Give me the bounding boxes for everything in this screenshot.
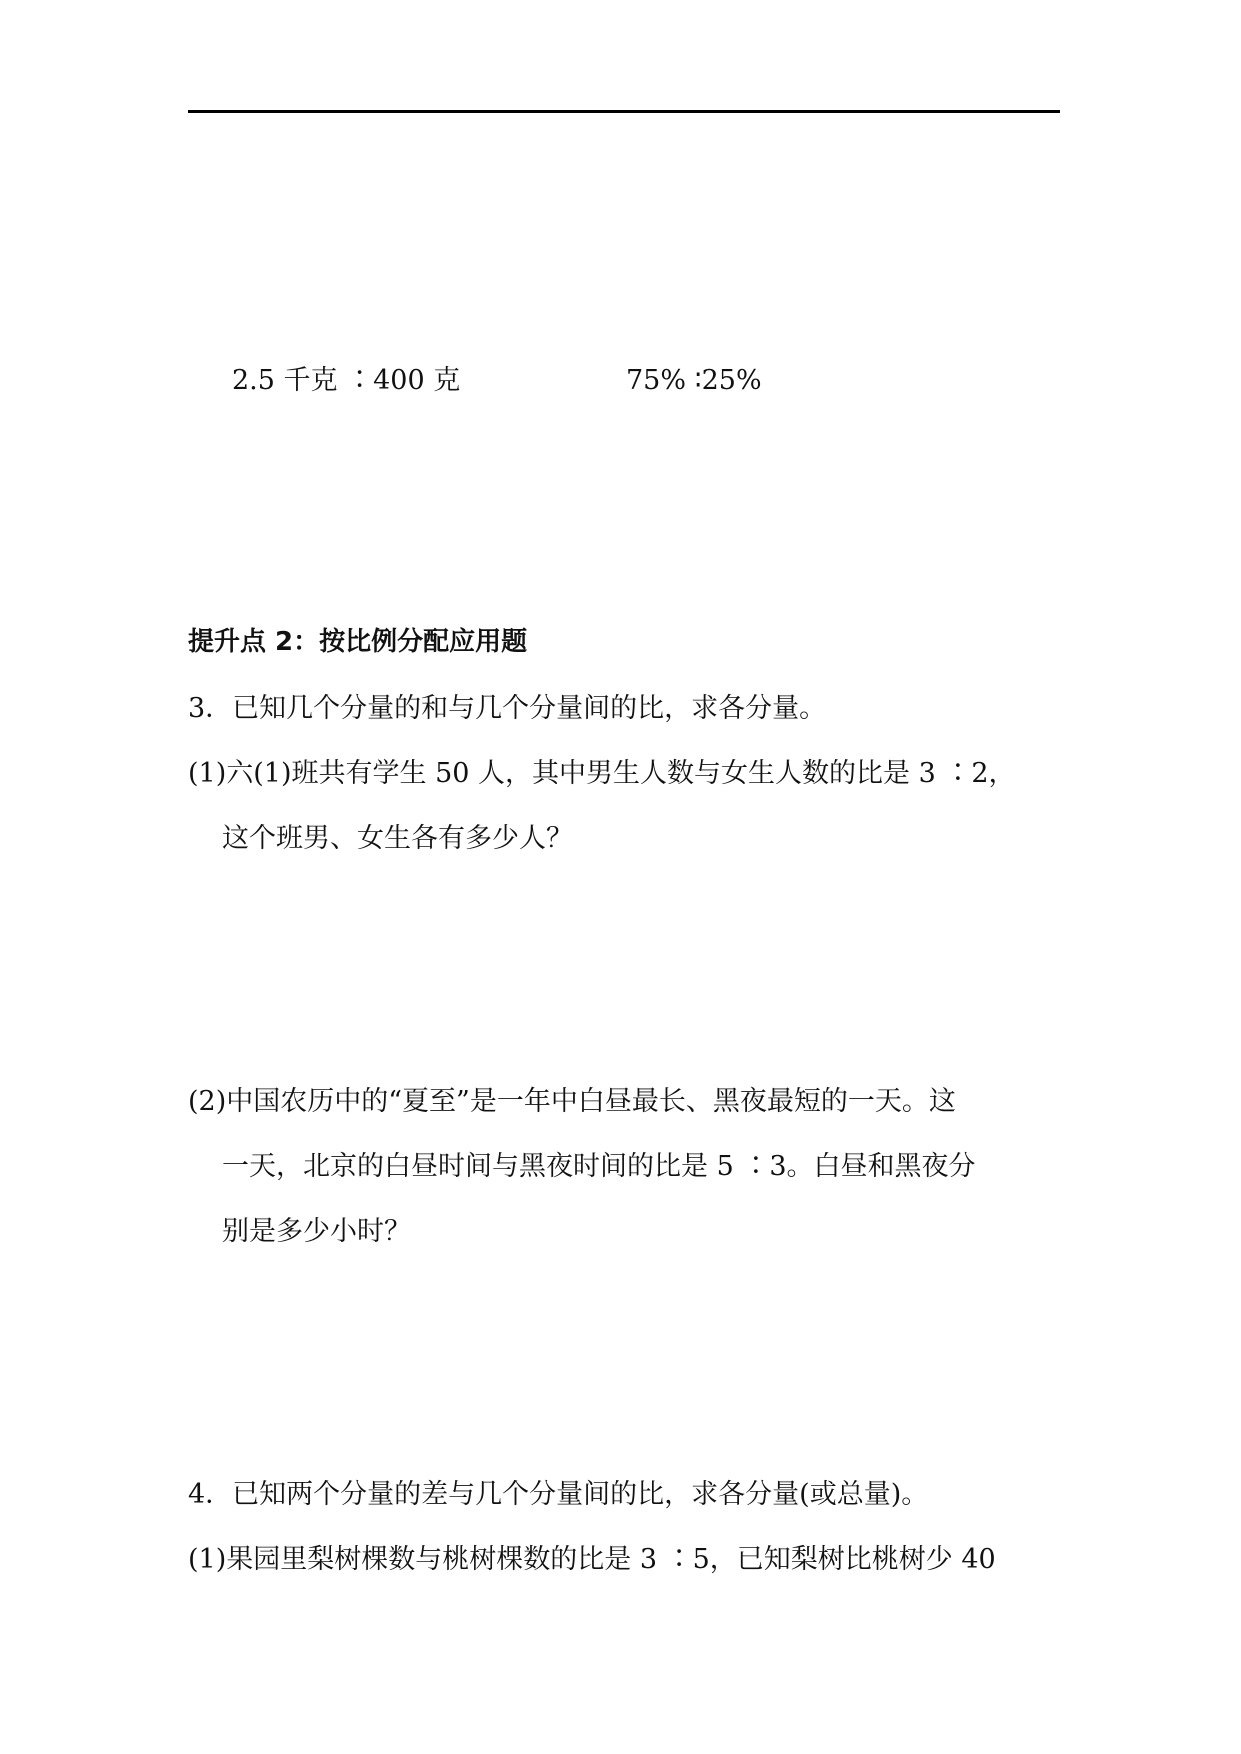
question-4-stem: 4．已知两个分量的差与几个分量间的比，求各分量(或总量)。 xyxy=(188,1479,929,1510)
question-4-1-line-1: (1)果园里梨树棵数与桃树棵数的比是 3 ∶5，已知梨树比桃树少 40 xyxy=(188,1544,996,1575)
question-3-2-line-1: (2)中国农历中的“夏至”是一年中白昼最长、黑夜最短的一天。这 xyxy=(188,1086,956,1117)
header-rule xyxy=(188,110,1060,113)
question-3-stem: 3．已知几个分量的和与几个分量间的比，求各分量。 xyxy=(188,693,827,724)
section-title: 提升点 2：按比例分配应用题 xyxy=(188,627,528,657)
ratio-weight: 2.5 千克 ∶400 克 xyxy=(232,365,461,396)
question-3-2-line-2: 一天，北京的白昼时间与黑夜时间的比是 5 ∶3。白昼和黑夜分 xyxy=(222,1151,976,1182)
ratio-percent: 75% ∶25% xyxy=(626,365,762,396)
question-3-1-line-1: (1)六(1)班共有学生 50 人，其中男生人数与女生人数的比是 3 ∶2， xyxy=(188,758,1016,789)
question-3-1-line-2: 这个班男、女生各有多少人？ xyxy=(222,823,573,854)
question-3-2-line-3: 别是多少小时？ xyxy=(222,1216,411,1247)
